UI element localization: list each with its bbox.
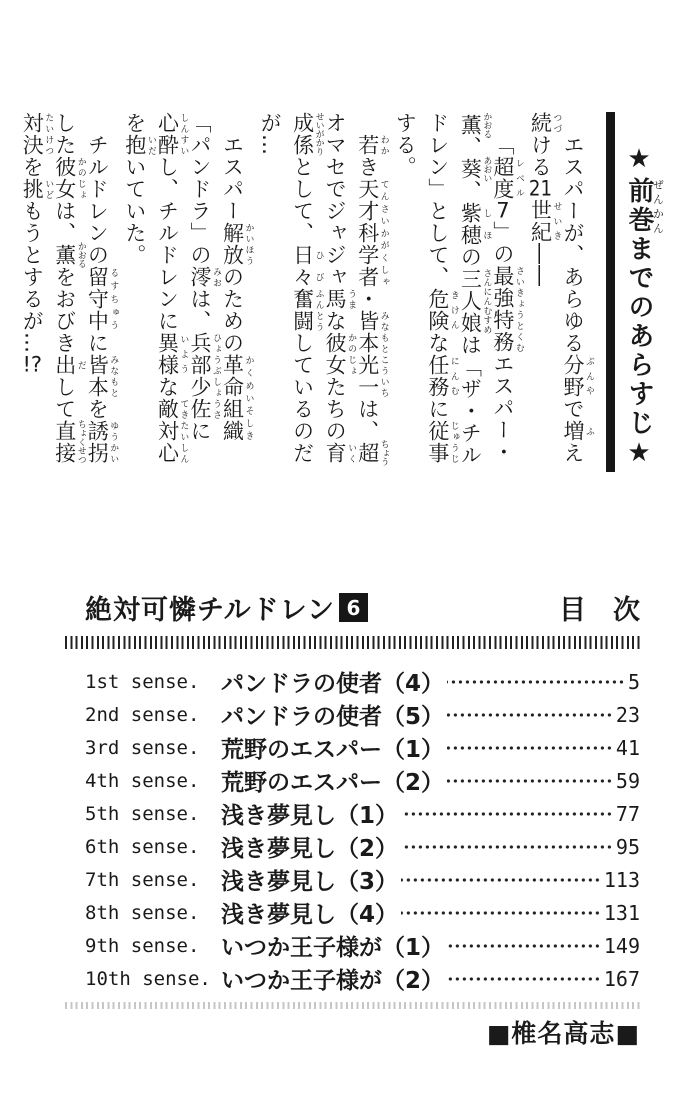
dot-leader (401, 804, 613, 824)
text-segment: え (561, 442, 585, 465)
entry-sense-label: 2nd sense. (85, 703, 200, 726)
ruby-segment: 出 だ (52, 354, 86, 376)
ruby-segment: 増 ふ (561, 420, 594, 443)
toc-heading: 目 次 (559, 595, 640, 626)
synopsis-paragraph (254, 112, 389, 468)
entry-page-number: 113 (603, 867, 640, 892)
text-segment: し、チルドレンに (155, 156, 180, 332)
dot-leader (447, 738, 613, 758)
synopsis-header (621, 112, 664, 500)
toc-entry (85, 896, 640, 929)
text-segment: は、 (355, 398, 380, 443)
dot-leader (401, 903, 601, 923)
dot-leader (447, 672, 625, 692)
ruby-segment: 前巻ぜんかん (624, 177, 665, 235)
ruby-segment: 日々 ひび (290, 244, 324, 289)
ruby-segment: 天才科学者 てんさいかがくしゃ (355, 178, 389, 289)
text-segment: までのあらすじ★ (624, 235, 654, 471)
ruby-segment: 育 いく (323, 442, 357, 464)
text-segment: は、 (187, 288, 212, 332)
ruby-segment: 成係 せいがかり (290, 112, 324, 157)
synopsis-divider-bar (606, 112, 615, 472)
ruby-segment: 彼女 かのじょ (323, 332, 357, 376)
toc-list (85, 665, 640, 995)
synopsis-paragraph (16, 112, 119, 468)
toc-entry (85, 764, 640, 797)
entry-page-number: 23 (615, 702, 640, 727)
entry-page-number: 131 (603, 900, 640, 925)
text-segment: は「ザ・チルドレン」として、 (425, 112, 483, 467)
entry-title: いつか王子様が（2） (221, 968, 445, 994)
text-segment: を (122, 112, 147, 134)
dot-leader (447, 771, 613, 791)
dot-leader (447, 705, 613, 725)
entry-title: いつか王子様が（1） (221, 935, 445, 961)
entry-page-number: 95 (615, 834, 640, 859)
text-segment: のための (220, 266, 245, 355)
text-segment: 7 (496, 200, 510, 222)
ruby-segment: 薫 かおる (52, 241, 86, 269)
text-segment: エスパー・ (490, 353, 515, 464)
ruby-segment: 薫 かおる (458, 112, 492, 139)
text-segment: 「 (490, 134, 515, 157)
entry-title: 浅き夢見し（2） (221, 836, 399, 862)
ruby-segment: 彼女 かのじょ (52, 156, 86, 200)
ruby-segment: 対決 たいけつ (20, 112, 54, 156)
text-segment: に (187, 420, 212, 442)
striped-rule-top (65, 636, 640, 649)
text-segment: の (458, 246, 483, 269)
ruby-segment: 兵部少佐 ひょうぶしょうさ (187, 332, 221, 420)
ruby-segment: 挑 いど (20, 178, 54, 200)
text-segment: として、 (290, 156, 315, 245)
ruby-segment: 葵 あおい (458, 156, 492, 183)
ruby-segment: 紫穂 しほ (458, 202, 492, 247)
text-segment: エスパー (220, 134, 245, 223)
entry-title: 浅き夢見し（1） (221, 803, 399, 829)
text-segment: は、 (52, 200, 77, 244)
text-segment: しているのだが… (258, 112, 315, 465)
ruby-segment: 超度 レベル (490, 156, 524, 201)
entry-title: パンドラの使者（4） (221, 671, 445, 697)
entry-page-number: 167 (603, 966, 640, 991)
ruby-segment: 心酔 しんすい (155, 112, 189, 156)
ruby-segment: 革命組織 かくめいそしき (220, 354, 254, 443)
text-segment: き (355, 156, 380, 179)
entry-sense-label: 1st sense. (85, 670, 200, 693)
entry-sense-label: 3rd sense. (85, 736, 200, 759)
toc-entry (85, 863, 640, 896)
text-segment: エスパーが、あらゆる (561, 134, 585, 355)
synopsis-paragraph (389, 112, 524, 468)
text-segment: をおびき (52, 266, 77, 354)
text-segment: を (20, 156, 45, 178)
entry-title: 浅き夢見し（3） (221, 869, 399, 895)
entry-title: 荒野のエスパー（2） (221, 770, 445, 796)
toc-header (85, 588, 640, 627)
toc-entry (85, 962, 640, 995)
text-segment: もうとするが… (20, 200, 45, 354)
text-segment: 」の (490, 221, 515, 266)
text-segment: 、 (458, 180, 483, 203)
text-segment: を (85, 398, 110, 421)
text-segment: ★ (624, 144, 654, 177)
text-segment: いていた。 (122, 156, 147, 266)
toc-entry (85, 797, 640, 830)
text-segment: チルドレンの (85, 134, 110, 267)
text-segment: で (561, 398, 585, 421)
entry-sense-label: 10th sense. (85, 967, 211, 990)
table-of-contents (85, 588, 640, 1050)
ruby-segment: 解放 かいほう (220, 222, 254, 267)
ruby-segment: 従事 じゅうじ (425, 420, 459, 464)
text-segment: 、 (458, 136, 483, 159)
toc-entry (85, 830, 640, 863)
text-segment: ・ (355, 288, 380, 311)
text-segment: !? (22, 354, 43, 375)
text-segment: 21 (528, 178, 552, 199)
series-title: 絶対可憐チルドレン (85, 595, 335, 626)
entry-sense-label: 9th sense. (85, 934, 200, 957)
striped-rule-bottom (65, 1002, 640, 1009)
entry-sense-label: 4th sense. (85, 769, 200, 792)
ruby-segment: 世紀 せいき (528, 199, 562, 243)
text-segment: な (425, 332, 450, 354)
ruby-segment: 直接 ちょくせつ (52, 419, 86, 465)
dot-leader (401, 837, 613, 857)
ruby-segment: 馬 うま (323, 288, 357, 310)
ruby-segment: 敵対心 てきたいしん (155, 398, 189, 464)
text-segment: に (425, 398, 450, 420)
synopsis-block (16, 112, 664, 500)
toc-entry (85, 929, 640, 962)
volume-badge: 6 (339, 593, 368, 622)
toc-entry (85, 731, 640, 764)
text-segment: たちの (323, 376, 348, 442)
ruby-segment: 分野 ぶんや (561, 354, 594, 399)
ruby-segment: 奮闘 ふんとう (290, 288, 324, 333)
entry-title: 浅き夢見し（4） (221, 902, 399, 928)
ruby-segment: 留守中 るすちゅう (85, 266, 119, 333)
ruby-segment: 皆本 みなもと (85, 354, 119, 399)
entry-sense-label: 5th sense. (85, 802, 200, 825)
dot-leader (447, 969, 601, 989)
text-segment: オマセでジャジャ (323, 112, 348, 288)
text-segment: する。 (393, 112, 418, 178)
text-segment: ―― (528, 243, 553, 287)
ruby-segment: 続 つづ (528, 112, 562, 134)
ruby-segment: 危険 きけん (425, 288, 459, 332)
ruby-segment: 若 わか (355, 134, 389, 157)
entry-sense-label: 7th sense. (85, 868, 200, 891)
entry-sense-label: 8th sense. (85, 901, 200, 924)
entry-page-number: 41 (615, 735, 640, 760)
ruby-segment: 超 ちょう (355, 439, 389, 467)
ruby-segment: 三人娘 さんにんむすめ (458, 268, 492, 335)
entry-page-number: 59 (615, 768, 640, 793)
text-segment: に (85, 332, 110, 355)
ruby-segment: 抱 いだ (122, 134, 156, 156)
entry-page-number: 149 (603, 933, 640, 958)
author-credit: ■椎名高志■ (486, 1019, 640, 1048)
ruby-segment: 任務 にんむ (425, 354, 459, 398)
entry-sense-label: 6th sense. (85, 835, 200, 858)
ruby-segment: 異様 いよう (155, 332, 189, 376)
text-segment: な (155, 376, 180, 398)
toc-entry (85, 665, 640, 698)
dot-leader (401, 870, 601, 890)
entry-page-number: 5 (627, 669, 640, 694)
ruby-segment: 誘拐 ゆうかい (85, 420, 119, 465)
text-segment: して (52, 376, 77, 420)
synopsis-paragraph (524, 112, 594, 468)
entry-title: 荒野のエスパー（1） (221, 737, 445, 763)
ruby-segment: 皆本光一 みなもとこういち (355, 310, 389, 399)
ruby-segment: 最強特務 さいきょうとくむ (490, 265, 524, 354)
text-segment: した (52, 112, 77, 156)
ruby-segment: 澪 みお (187, 266, 221, 288)
dot-leader (447, 936, 601, 956)
text-segment: な (323, 310, 348, 332)
text-segment: ける (528, 134, 553, 178)
text-segment: 「パンドラ」の (187, 112, 212, 266)
toc-entry (85, 698, 640, 731)
synopsis-paragraph (118, 112, 253, 468)
entry-page-number: 77 (615, 801, 640, 826)
entry-title: パンドラの使者（5） (221, 704, 445, 730)
synopsis-text (16, 112, 594, 468)
